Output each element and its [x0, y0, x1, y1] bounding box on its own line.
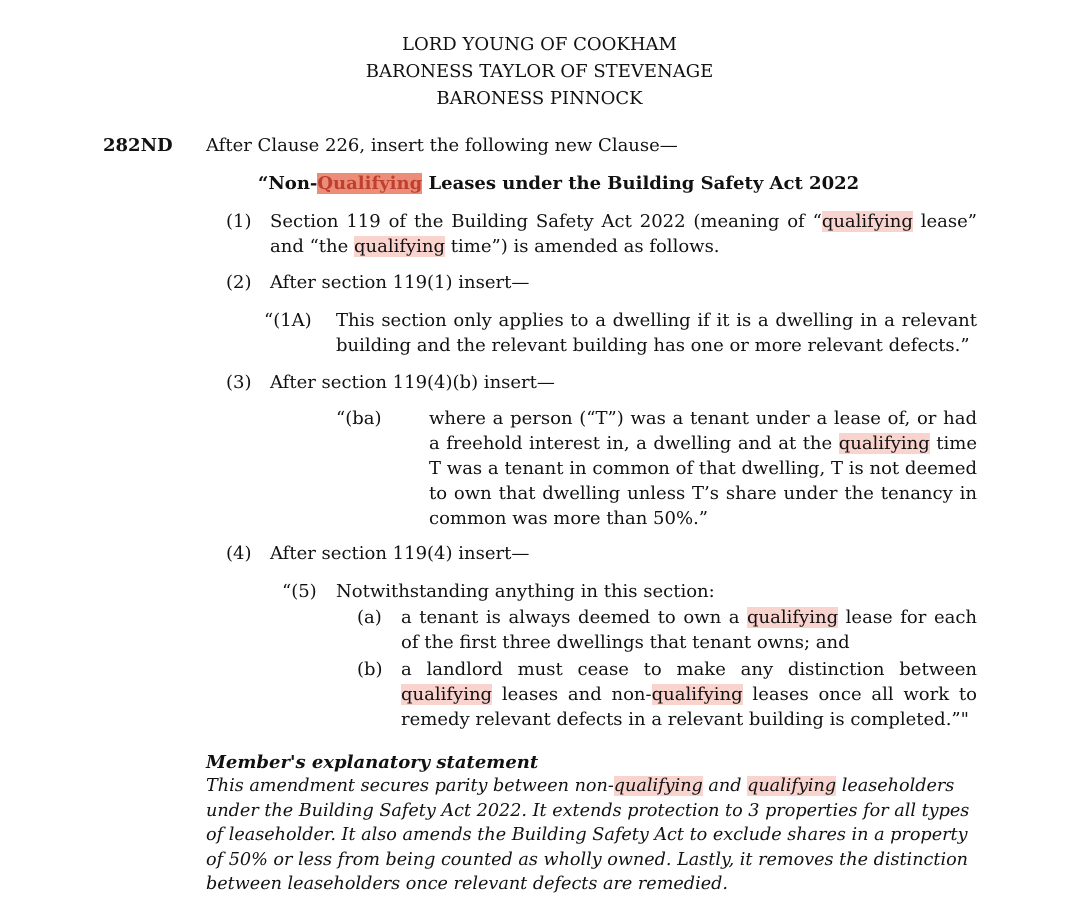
heading-suffix: Leases under the Building Safety Act 2022 — [422, 173, 860, 194]
subsection-number: (1) — [226, 211, 252, 232]
text-run: leases and non- — [492, 684, 652, 705]
subsection-text: After section 119(4)(b) insert— — [270, 372, 555, 393]
heading-prefix: “Non- — [258, 173, 318, 194]
inserted-number: “(ba) — [336, 408, 382, 429]
subsection-text: After section 119(4) insert— — [270, 543, 530, 564]
statement-title: Member's explanatory statement — [206, 752, 539, 773]
inserted-text: Notwithstanding anything in this section: — [336, 581, 715, 602]
statement-body — [206, 774, 978, 897]
highlighted-term: qualifying — [353, 236, 446, 257]
amendment-intro: After Clause 226, insert the following new Clause— — [206, 135, 678, 156]
highlighted-term: qualifying — [821, 211, 913, 232]
text-run: leaseholders under the Building Safety Act 2022. It extends protection to 3 properties for all types of leaseholder. It also amends the Building Safety Act to exclude shares in a property of 50% or less from being counted as wholly owned. Lastly, it removes the distinction between leaseholders once relevant defects are remedied. — [206, 776, 970, 894]
subsection-number: (3) — [226, 372, 252, 393]
highlighted-term: qualifying — [747, 607, 839, 628]
highlighted-term: qualifying — [747, 776, 837, 796]
paragraph-number: (a) — [357, 607, 382, 628]
highlighted-term: qualifying — [401, 684, 493, 705]
highlighted-term: Qualifying — [317, 173, 423, 194]
paragraph-text — [401, 657, 977, 732]
subsection-text: After section 119(1) insert— — [270, 272, 530, 293]
text-run: time”) is amended as follows. — [445, 236, 720, 257]
inserted-text — [429, 406, 977, 531]
text-run: a tenant is always deemed to own a — [401, 607, 748, 628]
text-run: This amendment secures parity between non- — [206, 776, 614, 796]
sponsor-name: BARONESS TAYLOR OF STEVENAGE — [365, 61, 714, 82]
subsection-text — [270, 209, 977, 259]
paragraph-number: (b) — [357, 659, 383, 680]
highlighted-term: qualifying — [613, 776, 703, 796]
sponsor-name: BARONESS PINNOCK — [436, 88, 643, 109]
text-run: lease for each of the first three dwellings that tenant owns; and — [401, 607, 977, 653]
inserted-text: This section only applies to a dwelling if it is a dwelling in a relevant building and the relevant building has one or more relevant defects.” — [336, 310, 977, 356]
paragraph-text — [401, 605, 977, 655]
sponsor-name: LORD YOUNG OF COOKHAM — [402, 34, 677, 55]
inserted-number: “(1A) — [264, 310, 312, 331]
subsection-number: (2) — [226, 272, 252, 293]
inserted-number: “(5) — [282, 581, 317, 602]
text-run: lease” and “the — [270, 211, 977, 257]
text-run: leases once all work to remedy relevant defects in a relevant building is completed.”" — [401, 684, 977, 730]
subsection-number: (4) — [226, 543, 252, 564]
clause-heading — [258, 171, 859, 196]
text-run: where a person (“T”) was a tenant under a lease of, or had a freehold interest in, a dwelling and at the — [429, 408, 977, 454]
sponsor-list — [0, 31, 1079, 112]
highlighted-term: qualifying — [651, 684, 743, 705]
text-run: Section 119 of the Building Safety Act 2022 (meaning of “ — [270, 211, 822, 232]
text-run: time T was a tenant in common of that dwelling, T is not deemed to own that dwelling unless T’s share under the tenancy in common was more than 50%.” — [429, 433, 978, 529]
text-run: a landlord must cease to make any distinction between — [401, 659, 977, 680]
amendment-number: 282ND — [103, 135, 173, 156]
highlighted-term: qualifying — [838, 433, 930, 454]
text-run: and — [702, 776, 748, 796]
